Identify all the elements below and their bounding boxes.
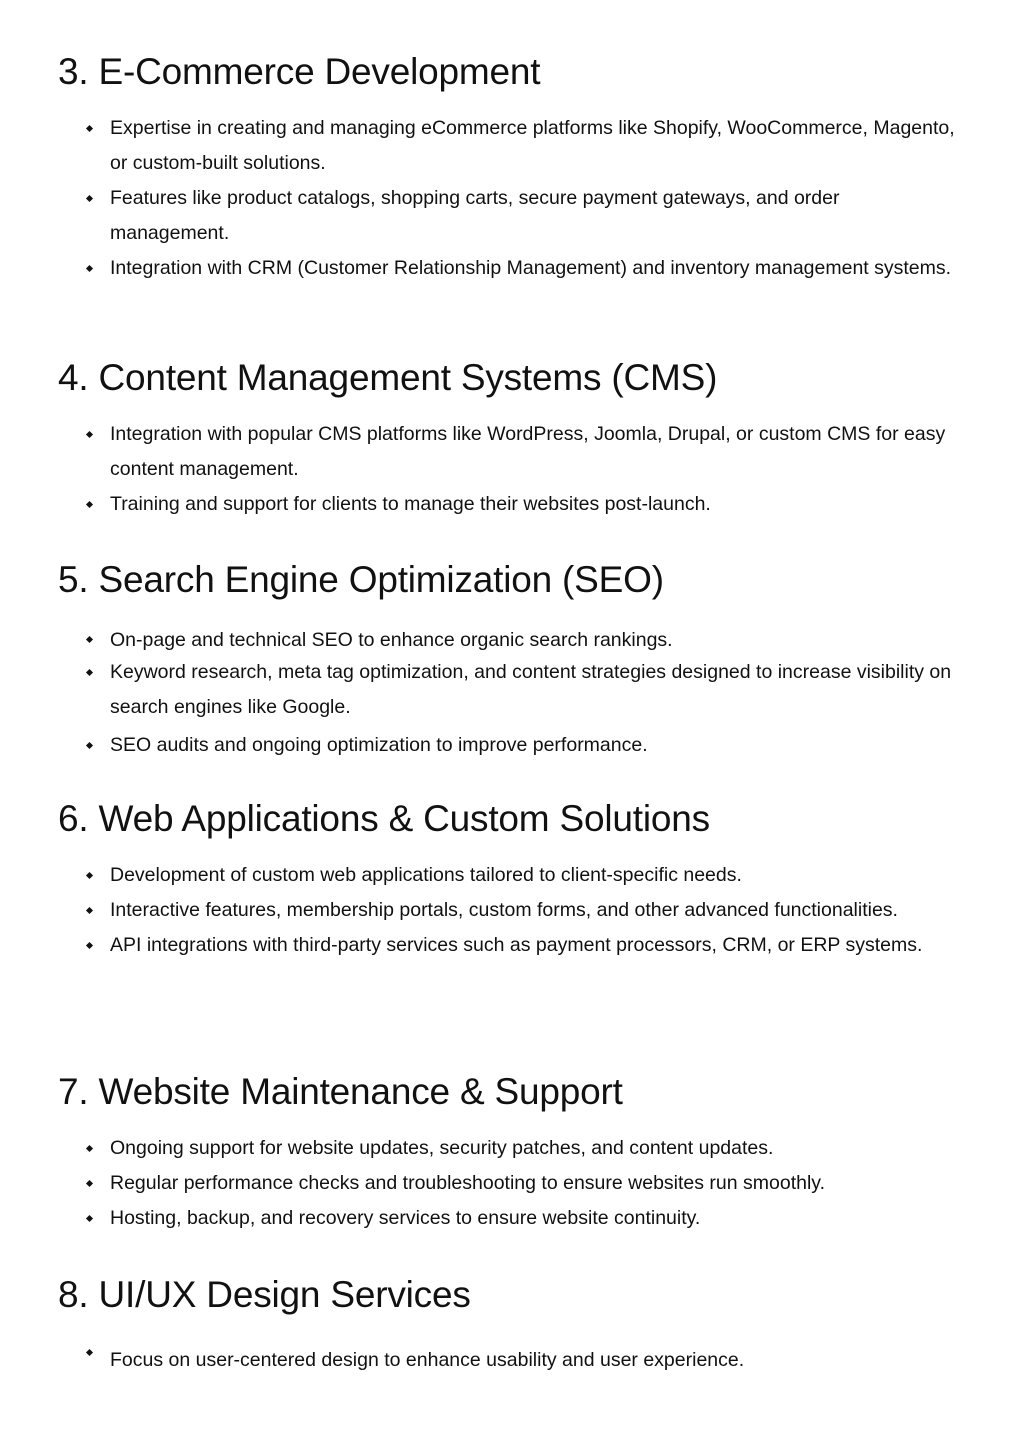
section-ecommerce-development [58, 50, 958, 286]
list-item [58, 487, 958, 522]
list-item [58, 1343, 958, 1378]
list-item-text: API integrations with third-party services such as payment processors, CRM, or ERP systems. [110, 934, 923, 956]
bullet-list [58, 111, 958, 286]
list-item-text: Training and support for clients to manage their websites post-launch. [110, 493, 711, 515]
list-item [58, 1201, 958, 1236]
list-item-text: Interactive features, membership portals, custom forms, and other advanced functionalities. [110, 899, 898, 921]
list-item-text: Features like product catalogs, shopping carts, secure payment gateways, and order management. [110, 187, 840, 244]
diamond-bullet-icon [86, 125, 93, 132]
section-web-applications [58, 797, 958, 963]
list-item-text: Development of custom web applications tailored to client-specific needs. [110, 864, 742, 886]
list-item-text: Expertise in creating and managing eCommerce platforms like Shopify, WooCommerce, Magento, or custom-built solutions. [110, 117, 955, 174]
list-item [58, 728, 958, 763]
bullet-list [58, 858, 958, 963]
diamond-bullet-icon [86, 195, 93, 202]
section-heading: 8. UI/UX Design Services [58, 1274, 471, 1315]
diamond-bullet-icon [86, 636, 93, 643]
section-cms [58, 356, 958, 522]
list-item-text: Ongoing support for website updates, security patches, and content updates. [110, 1137, 774, 1159]
list-item [58, 251, 958, 286]
bullet-list [58, 1343, 958, 1378]
diamond-bullet-icon [86, 431, 93, 438]
list-item-text: Hosting, backup, and recovery services to ensure website continuity. [110, 1207, 701, 1229]
section-heading: 5. Search Engine Optimization (SEO) [58, 559, 664, 600]
list-item [58, 417, 958, 487]
section-heading: 3. E-Commerce Development [58, 51, 541, 92]
diamond-bullet-icon [86, 265, 93, 272]
bullet-list [58, 625, 958, 763]
section-seo [58, 558, 958, 763]
list-item-text: Focus on user-centered design to enhance usability and user experience. [110, 1349, 745, 1371]
section-heading: 7. Website Maintenance & Support [58, 1071, 623, 1112]
list-item [58, 625, 958, 655]
list-item [58, 181, 958, 251]
diamond-bullet-icon [86, 1215, 93, 1222]
section-heading: 4. Content Management Systems (CMS) [58, 357, 718, 398]
diamond-bullet-icon [86, 907, 93, 914]
diamond-bullet-icon [86, 1349, 93, 1356]
list-item-text: On-page and technical SEO to enhance organic search rankings. [110, 629, 673, 651]
diamond-bullet-icon [86, 742, 93, 749]
list-item-text: SEO audits and ongoing optimization to improve performance. [110, 734, 648, 756]
list-item [58, 1131, 958, 1166]
diamond-bullet-icon [86, 1180, 93, 1187]
bullet-list [58, 417, 958, 522]
section-heading: 6. Web Applications & Custom Solutions [58, 798, 710, 839]
list-item [58, 655, 958, 725]
diamond-bullet-icon [86, 1145, 93, 1152]
list-item-text: Integration with CRM (Customer Relationship Management) and inventory management systems. [110, 257, 952, 279]
list-item [58, 111, 958, 181]
list-item [58, 1166, 958, 1201]
diamond-bullet-icon [86, 501, 93, 508]
list-item [58, 858, 958, 893]
list-item-text: Integration with popular CMS platforms like WordPress, Joomla, Drupal, or custom CMS for easy content management. [110, 423, 946, 480]
section-ui-ux-design [58, 1273, 958, 1378]
list-item-text: Keyword research, meta tag optimization, and content strategies designed to increase visibility on search engines like Google. [110, 661, 952, 718]
diamond-bullet-icon [86, 872, 93, 879]
diamond-bullet-icon [86, 942, 93, 949]
list-item-text: Regular performance checks and troubleshooting to ensure websites run smoothly. [110, 1172, 826, 1194]
diamond-bullet-icon [86, 669, 93, 676]
section-maintenance-support [58, 1070, 958, 1236]
bullet-list [58, 1131, 958, 1236]
list-item [58, 928, 958, 963]
list-item [58, 893, 958, 928]
